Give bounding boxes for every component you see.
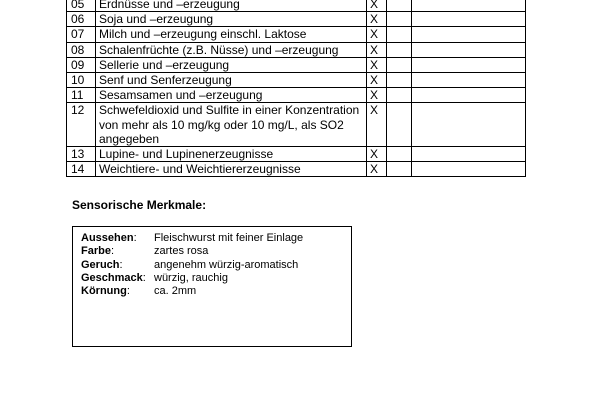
contains-mark: X <box>367 147 387 162</box>
row-number: 09 <box>67 57 96 72</box>
sensory-label: Geruch <box>81 258 120 271</box>
sensory-value: Fleischwurst mit feiner Einlage <box>154 232 304 244</box>
row-description: Schalenfrüchte (z.B. Nüsse) und –erzeugung <box>96 42 367 57</box>
table-row <box>67 12 526 27</box>
contains-mark: X <box>367 162 387 177</box>
sensory-row-grain <box>81 285 351 298</box>
row-number: 05 <box>67 0 96 12</box>
sensory-row-appearance <box>81 232 351 245</box>
note-cell <box>412 162 526 177</box>
table-row <box>67 162 526 177</box>
note-cell <box>412 103 526 147</box>
note-cell <box>412 73 526 88</box>
row-description: Lupine- und Lupinenerzeugnisse <box>96 147 367 162</box>
sensory-value: würzig, rauchig <box>154 271 228 284</box>
contains-mark: X <box>367 0 387 12</box>
contains-mark: X <box>367 27 387 42</box>
sensory-row-smell <box>81 259 351 272</box>
table-row <box>67 88 526 103</box>
contains-mark: X <box>367 12 387 27</box>
row-number: 07 <box>67 27 96 42</box>
empty-cell <box>387 42 412 57</box>
row-description: Senf und Senferzeugung <box>96 73 367 88</box>
sensory-value: ca. 2mm <box>154 285 197 298</box>
row-description: Sellerie und –erzeugung <box>96 57 367 72</box>
label-separator: : <box>142 271 146 284</box>
row-number: 08 <box>67 42 96 57</box>
note-cell <box>412 42 526 57</box>
note-cell <box>412 88 526 103</box>
note-cell <box>412 0 526 12</box>
row-number: 14 <box>67 162 96 177</box>
sensory-label: Farbe <box>81 245 111 258</box>
row-description: Milch und –erzeugung einschl. Laktose <box>96 27 367 42</box>
row-number: 10 <box>67 73 96 88</box>
table-row <box>67 147 526 162</box>
row-number: 13 <box>67 147 96 162</box>
empty-cell <box>387 162 412 177</box>
row-number: 11 <box>67 88 96 103</box>
table-row <box>67 103 526 147</box>
label-separator: : <box>110 245 115 258</box>
label-separator: : <box>126 285 130 298</box>
sensory-properties-box <box>72 226 352 347</box>
note-cell <box>412 12 526 27</box>
note-cell <box>412 147 526 162</box>
empty-cell <box>387 73 412 88</box>
empty-cell <box>387 103 412 147</box>
sensory-row-taste <box>81 272 351 285</box>
table-row <box>67 42 526 57</box>
row-description: Soja und –erzeugung <box>96 12 367 27</box>
sensory-row-color <box>81 245 351 258</box>
contains-mark: X <box>367 42 387 57</box>
label-separator: : <box>119 258 123 271</box>
row-description: Erdnüsse und –erzeugung <box>96 0 367 12</box>
empty-cell <box>387 57 412 72</box>
empty-cell <box>387 12 412 27</box>
empty-cell <box>387 147 412 162</box>
sensory-label: Körnung <box>81 285 127 298</box>
contains-mark: X <box>367 57 387 72</box>
empty-cell <box>387 0 412 12</box>
row-description: Sesamsamen und –erzeugung <box>96 88 367 103</box>
row-description: Schwefeldioxid und Sulfite in einer Konzentration von mehr als 10 mg/kg oder 10 mg/L, als SO2 angegeben <box>96 103 367 147</box>
row-number: 06 <box>67 12 96 27</box>
allergen-table <box>66 0 526 177</box>
sensory-label: Geschmack <box>81 271 143 284</box>
sensory-heading: Sensorische Merkmale: <box>72 198 207 212</box>
contains-mark: X <box>367 73 387 88</box>
contains-mark: X <box>367 88 387 103</box>
sensory-label: Aussehen <box>81 232 134 244</box>
table-row <box>67 73 526 88</box>
empty-cell <box>387 88 412 103</box>
table-row <box>67 0 526 12</box>
contains-mark: X <box>367 103 387 147</box>
label-separator: : <box>133 232 137 244</box>
sensory-value: zartes rosa <box>154 245 209 258</box>
note-cell <box>412 27 526 42</box>
table-row <box>67 27 526 42</box>
empty-cell <box>387 27 412 42</box>
note-cell <box>412 57 526 72</box>
row-description: Weichtiere- und Weichtiererzeugnisse <box>96 162 367 177</box>
row-number: 12 <box>67 103 96 147</box>
sensory-value: angenehm würzig-aromatisch <box>154 258 299 271</box>
table-row <box>67 57 526 72</box>
